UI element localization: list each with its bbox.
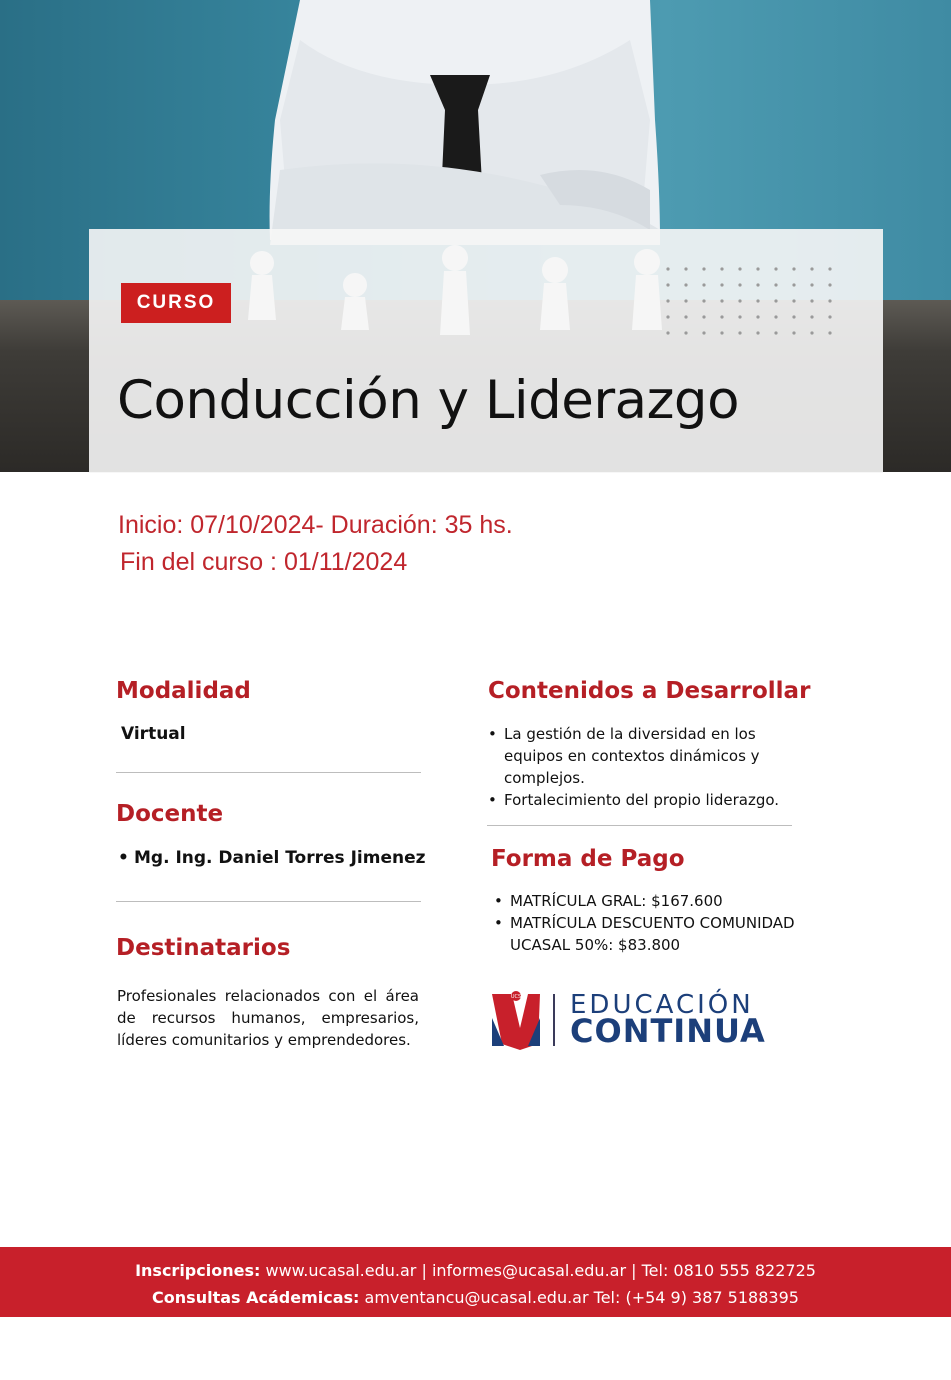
footer-text: amventancu@ucasal.edu.ar Tel: (+54 9) 387 5188395	[359, 1288, 799, 1307]
course-title: Conducción y Liderazgo	[117, 370, 739, 431]
docente-heading: Docente	[116, 801, 224, 827]
contenido-item: • Fortalecimiento del propio liderazgo.	[488, 789, 818, 811]
contenidos-list	[488, 723, 818, 811]
divider	[116, 901, 421, 902]
destinatarios-heading: Destinatarios	[116, 935, 291, 961]
contenido-item: • La gestión de la diversidad en los equipos en contextos dinámicos y complejos.	[488, 723, 818, 789]
docente-list	[118, 847, 426, 869]
start-duration-line: Inicio: 07/10/2024- Duración: 35 hs.	[118, 511, 513, 539]
seal-text: UCS	[510, 994, 522, 1000]
contenidos-heading: Contenidos a Desarrollar	[488, 678, 811, 704]
footer-inscripciones	[0, 1261, 951, 1280]
footer-bar	[0, 1247, 951, 1317]
modalidad-heading: Modalidad	[116, 678, 251, 704]
pago-item: • MATRÍCULA GRAL: $167.600	[494, 890, 804, 912]
pago-list	[494, 890, 804, 956]
end-date-line: Fin del curso : 01/11/2024	[120, 548, 408, 576]
divider	[116, 772, 421, 773]
footer-label: Consultas Acádemicas:	[152, 1288, 360, 1307]
modalidad-value: Virtual	[121, 724, 186, 744]
dot-grid-decoration	[666, 267, 836, 337]
footer-text: www.ucasal.edu.ar | informes@ucasal.edu.ar | Tel: 0810 555 822725	[260, 1261, 816, 1280]
logo-separator	[553, 994, 555, 1046]
pago-heading: Forma de Pago	[491, 846, 685, 872]
logo-line-1: EDUCACIÓN	[570, 990, 754, 1020]
logo-line-2: CONTINUA	[570, 1012, 766, 1050]
footer-consultas	[0, 1288, 951, 1307]
footer-label: Inscripciones:	[135, 1261, 261, 1280]
pago-item: • MATRÍCULA DESCUENTO COMUNIDAD UCASAL 50%: $83.800	[494, 912, 804, 956]
ucasal-logo-icon	[490, 990, 550, 1054]
title-card	[89, 229, 883, 473]
destinatarios-text: Profesionales relacionados con el área de recursos humanos, empresarios, líderes comunitarios y emprendedores.	[117, 987, 419, 1049]
docente-name: • Mg. Ing. Daniel Torres Jimenez	[118, 847, 426, 869]
divider	[487, 825, 792, 826]
curso-badge: CURSO	[121, 283, 231, 323]
